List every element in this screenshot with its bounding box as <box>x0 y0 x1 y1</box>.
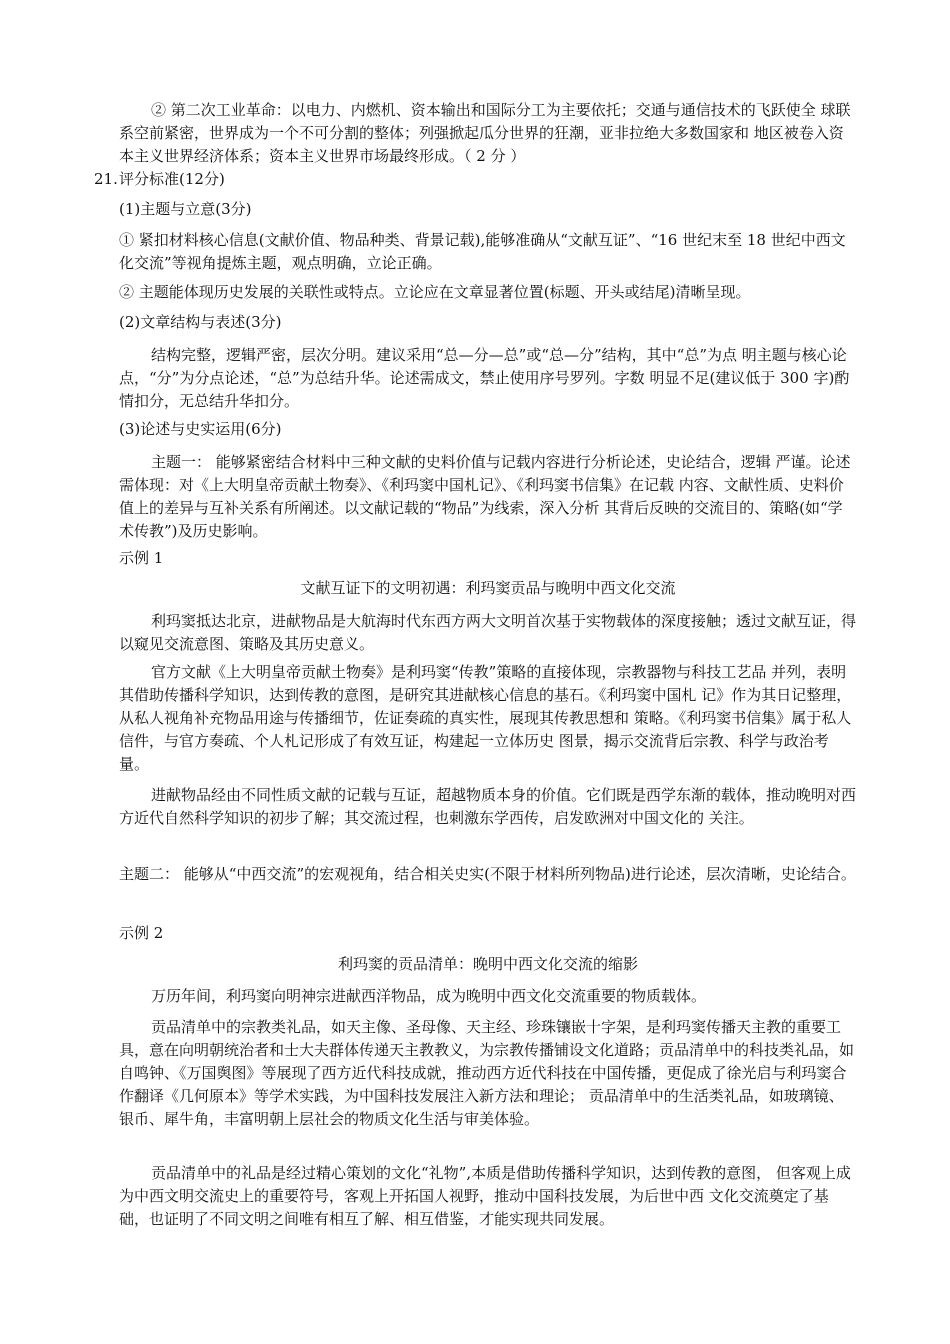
section-3-heading: (3)论述与史实运用(6分) <box>119 420 282 438</box>
example-1-paragraph-1: 利玛窦抵达北京，进献物品是大航海时代东西方两大文明首次基于实物载体的深度接触；透过文献互证，得以窥见交流意图、策略及其历史意义。 <box>119 612 857 653</box>
example-1-title: 文献互证下的文明初遇：利玛窦贡品与晚明中西文化交流 <box>300 579 676 597</box>
section-2-body: 结构完整，逻辑严密，层次分明。建议采用“总—分—总”或“总—分”结构，其中“总”为点 明主题与核心论点，“分”为分点论述，“总”为总结升华。论述需成文，禁止使用序号罗列。字数 明显不足(建议低于 300 字)酌情扣分，无总结升华扣分。 <box>119 346 850 410</box>
example-2-label: 示例 2 <box>119 924 164 942</box>
example-1-paragraph-2: 官方文献《上大明皇帝贡献土物奏》是利玛窦“传教”策略的直接体现，宗教器物与科技工艺品 并列，表明其借助传播科学知识，达到传教的意图，是研究其进献核心信息的基石。《利玛窦中国札 记》作为其日记整理，从私人视角补充物品用途与传播细节，佐证奏疏的真实性，展现其传教思想和 策略。《利玛窦书信集》属于私人信件，与官方奏疏、个人札记形成了有效互证，构建起一立体历史 图景，揭示交流背后宗教、科学与政治考量。 <box>119 663 852 773</box>
section-1-heading: (1)主题与立意(3分) <box>119 200 252 218</box>
section-1-item-1: ① 紧扣材料核心信息(文献价值、物品种类、背景记载),能够准确从“文献互证”、“16 世纪末至 18 世纪中西文化交流”等视角提炼主题，观点明确，立论正确。 <box>119 231 846 272</box>
theme-one-paragraph: 主题一： 能够紧密结合材料中三种文献的史料价值与记载内容进行分析论述，史论结合，逻辑 严谨。论述需体现：对《上大明皇帝贡献土物奏》、《利玛窦中国札记》、《利玛窦书信集》在记载 内容、文献性质、史料价值上的差异与互补关系有所阐述。以文献记载的“物品”为线索，深入分析 其背后反映的交流目的、策略(如“学术传教”)及历史影响。 <box>119 453 851 540</box>
section-2-heading: (2)文章结构与表述(3分) <box>119 313 282 331</box>
example-2-title: 利玛窦的贡品清单：晚明中西文化交流的缩影 <box>337 955 638 973</box>
question-number: 21. <box>94 170 118 188</box>
scoring-standard-heading: 评分标准(12分) <box>119 170 225 188</box>
theme-two-paragraph: 主题二： 能够从“中西交流”的宏观视角，结合相关史实(不限于材料所列物品)进行论述，层次清晰，史论结合。 <box>119 865 856 883</box>
example-2-paragraph-1: 万历年间，利玛窦向明神宗进献西洋物品，成为晚明中西文化交流重要的物质载体。 <box>151 987 707 1005</box>
example-1-paragraph-3: 进献物品经由不同性质文献的记载与互证，超越物质本身的价值。它们既是西学东渐的载体，推动晚明对西方近代自然科学知识的初步了解；其交流过程，也刺激东学西传，启发欧洲对中国文化的 关注。 <box>119 786 857 827</box>
paragraph-second-industrial-revolution: ② 第二次工业革命：以电力、内燃机、资本输出和国际分工为主要依托；交通与通信技术的飞跃使全 球联系空前紧密，世界成为一个不可分割的整体；列强掀起瓜分世界的狂潮，亚非拉绝大多数国家和 地区被卷入资本主义世界经济体系；资本主义世界市场最终形成。（ 2 分 ） <box>119 101 851 165</box>
example-2-paragraph-3: 贡品清单中的礼品是经过精心策划的文化“礼物”,本质是借助传播科学知识，达到传教的意图， 但客观上成为中西文明交流史上的重要符号，客观上开拓国人视野，推动中国科技发展，为后世中西 文化交流奠定了基础，也证明了不同文明之间唯有相互了解、相互借鉴，才能实现共同发展。 <box>119 1164 851 1228</box>
example-2-paragraph-2: 贡品清单中的宗教类礼品，如天主像、圣母像、天主经、珍珠镶嵌十字架，是利玛窦传播天主教的重要工具，意在向明朝统治者和士大夫群体传递天主教教义，为宗教传播铺设文化道路；贡品清单中的科技类礼品，如自鸣钟、《万国舆图》等展现了西方近代科技成就，推动西方近代科技在中国传播，更促成了徐光启与利玛窦合作翻译《几何原本》等学术实践，为中国科技发展注入新方法和理论； 贡品清单中的生活类礼品，如玻璃镜、银币、犀牛角，丰富明朝上层社会的物质文化生活与审美体验。 <box>119 1018 855 1128</box>
section-1-item-2: ② 主题能体现历史发展的关联性或特点。立论应在文章显著位置(标题、开头或结尾)清晰呈现。 <box>119 283 751 301</box>
example-1-label: 示例 1 <box>119 549 164 567</box>
